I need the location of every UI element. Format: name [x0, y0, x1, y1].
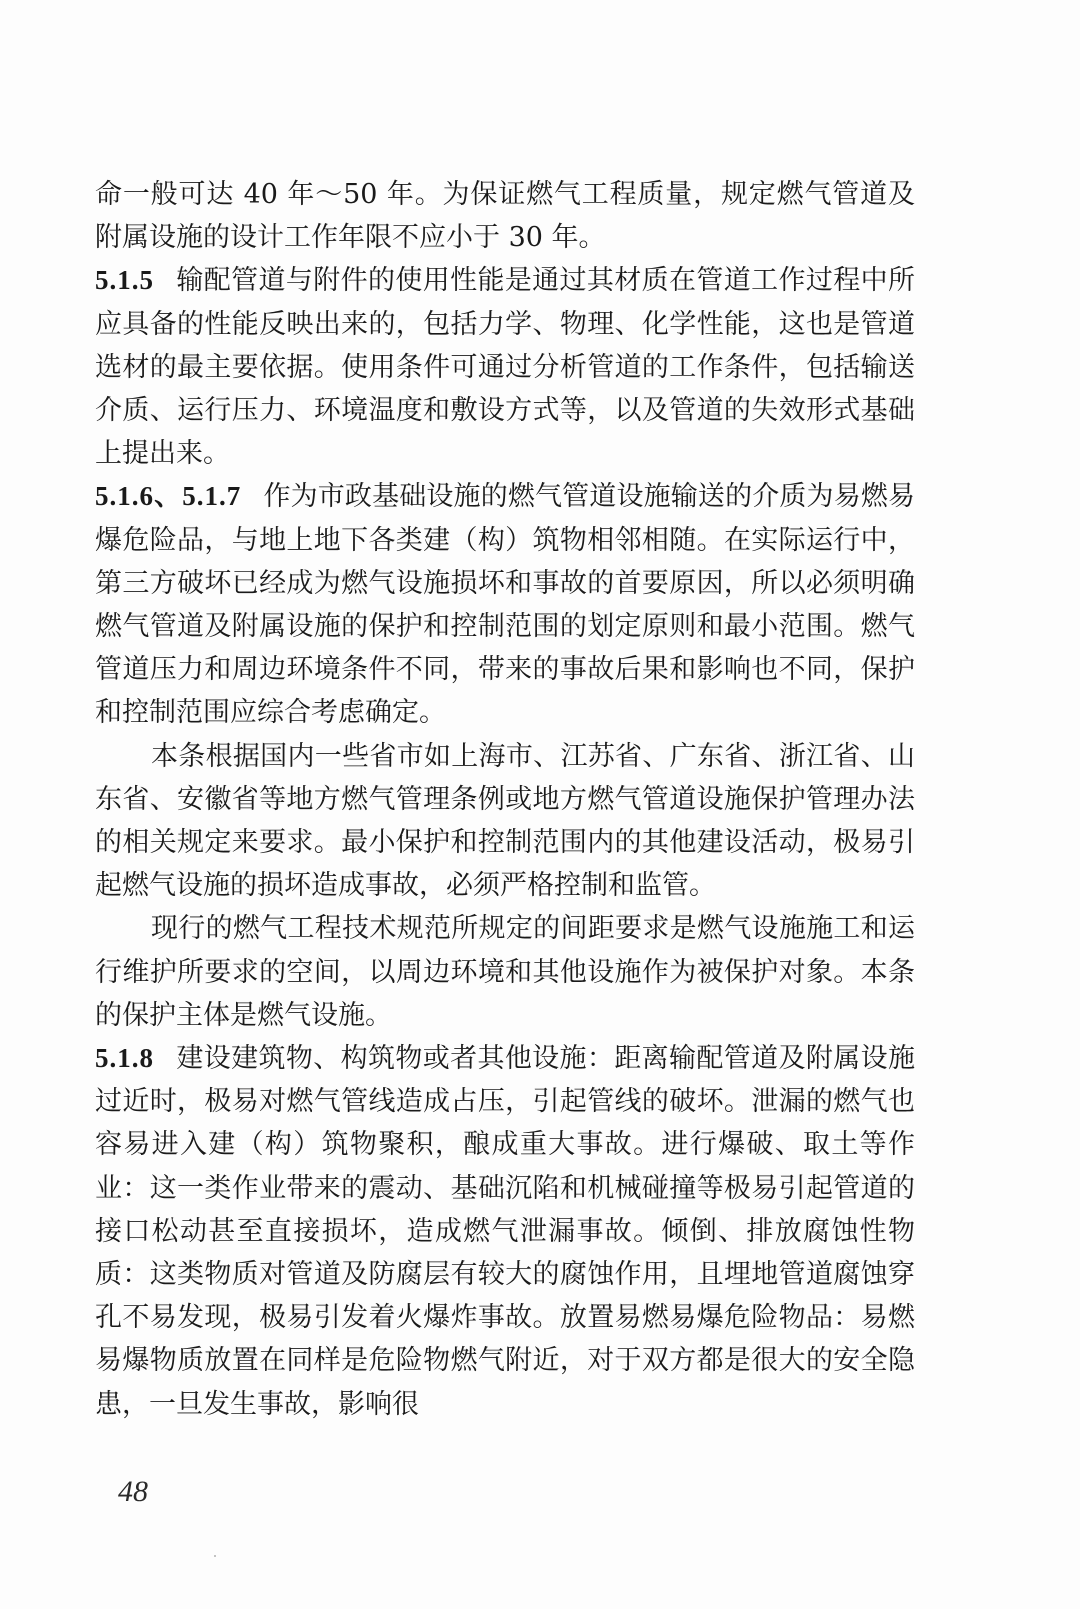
clause-5-1-5: [95, 259, 915, 475]
paragraph-text: 现行的燃气工程技术规范所规定的间距要求是燃气设施施工和运行维护所要求的空间，以周边环境和其他设施作为被保护对象。本条的保护主体是燃气设施。: [95, 913, 915, 1031]
clause-5-1-6-5-1-7: [95, 475, 915, 734]
page-number: 48: [118, 1475, 148, 1508]
paragraph-text: 建设建筑物、构筑物或者其他设施：距离输配管道及附属设施过近时，极易对燃气管线造成占压，引起管线的破坏。泄漏的燃气也容易进入建（构）筑物聚积，酿成重大事故。进行爆破、取土等作业：这一类作业带来的震动、基础沉陷和机械碰撞等极易引起管道的接口松动甚至直接损坏，造成燃气泄漏事故。倾倒、排放腐蚀性物质：这类物质对管道及防腐层有较大的腐蚀作用，且埋地管道腐蚀穿孔不易发现，极易引发着火爆炸事故。放置易燃易爆危险物品：易燃易爆物质放置在同样是危险物燃气附近，对于双方都是很大的安全隐患，一旦发生事故，影响很: [95, 1043, 915, 1420]
clause-number: 5.1.8: [95, 1043, 154, 1074]
paragraph-provincial-regulations: [95, 735, 915, 908]
clause-number: 5.1.5: [95, 265, 154, 296]
paragraph-text: 输配管道与附件的使用性能是通过其材质在管道工作过程中所应具备的性能反映出来的，包括力学、物理、化学性能，这也是管道选材的最主要依据。使用条件可通过分析管道的工作条件，包括输送介质、运行压力、环境温度和敷设方式等，以及管道的失效形式基础上提出来。: [95, 265, 915, 470]
paragraph-text: 作为市政基础设施的燃气管道设施输送的介质为易燃易爆危险品，与地上地下各类建（构）筑物相邻相随。在实际运行中，第三方破坏已经成为燃气设施损坏和事故的首要原因，所以必须明确燃气管道及附属设施的保护和控制范围的划定原则和最小范围。燃气管道压力和周边环境条件不同，带来的事故后果和影响也不同，保护和控制范围应综合考虑确定。: [95, 481, 916, 729]
clause-number: 5.1.6、5.1.7: [95, 481, 242, 512]
paragraph-text: 命一般可达 40 年～50 年。为保证燃气工程质量，规定燃气管道及附属设施的设计工作年限不应小于 30 年。: [95, 179, 915, 254]
clause-5-1-8: [95, 1037, 915, 1426]
scan-speck: [214, 1555, 216, 1557]
paragraph-continuation: [95, 173, 915, 259]
paragraph-text: 本条根据国内一些省市如上海市、江苏省、广东省、浙江省、山东省、安徽省等地方燃气管理条例或地方燃气管道设施保护管理办法的相关规定来要求。最小保护和控制范围内的其他建设活动，极易引起燃气设施的损坏造成事故，必须严格控制和监管。: [95, 740, 915, 902]
body-text: [95, 173, 915, 1426]
paragraph-spacing-requirements: [95, 907, 915, 1037]
